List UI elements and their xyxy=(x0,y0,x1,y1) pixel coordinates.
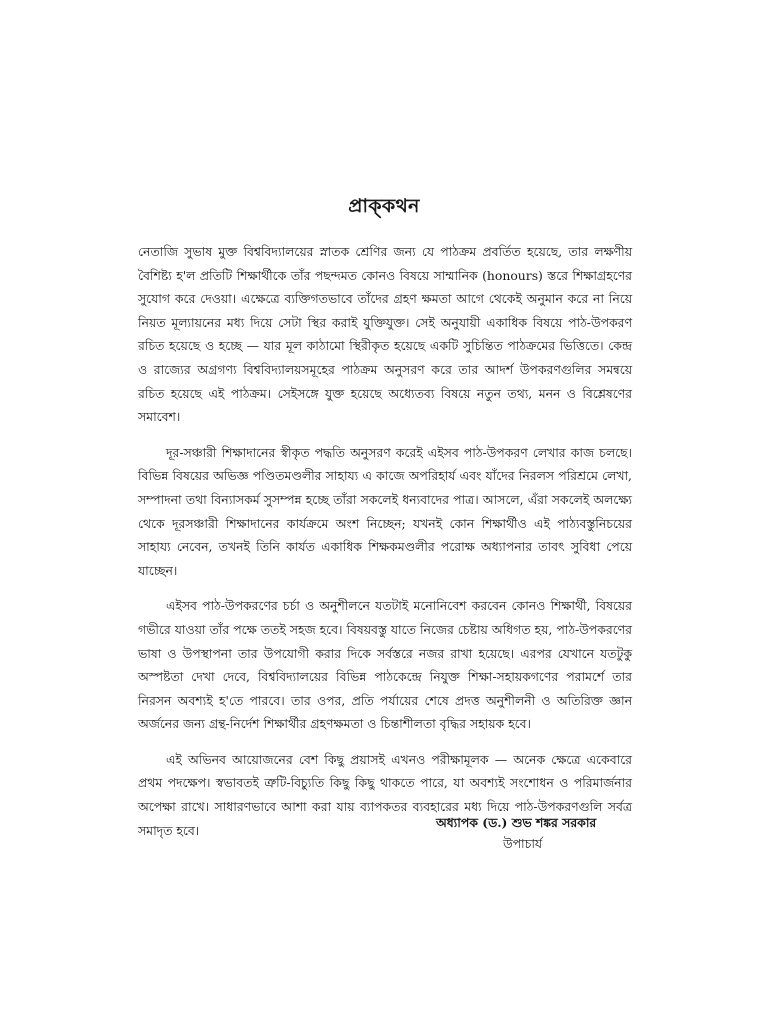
paragraph-3: এইসব পাঠ-উপকরণের চর্চা ও অনুশীলনে যতটাই মনোনিবেশ করবেন কোনও শিক্ষার্থী, বিষয়ের গভীরে যাওয়া তাঁর পক্ষে ততই সহজ হবে। বিষয়বস্তু যাতে নিজের চেষ্টায় অধিগত হয়, পাঠ-উপকরণের ভাষা ও উপস্থাপনা তার উপযোগী করার দিকে সর্বস্তরে নজর রাখা হয়েছে। এরপর যেখানে যতটুকু অস্পষ্টতা দেখা দেবে, বিশ্ববিদ্যালয়ের বিভিন্ন পাঠকেন্দ্রে নিযুক্ত শিক্ষা-সহায়কগণের পরামর্শে তার নিরসন অবশ্যই হ'তে পারবে। তার ওপর, প্রতি পর্যায়ের শেষে প্রদত্ত অনুশীলনী ও অতিরিক্ত জ্ঞান অর্জনের জন্য গ্রন্থ-নির্দেশ শিক্ষার্থীর গ্রহণক্ষমতা ও চিন্তাশীলতা বৃদ্ধির সহায়ক হবে। xyxy=(138,598,632,732)
paragraph-1: নেতাজি সুভাষ মুক্ত বিশ্ববিদ্যালয়ের স্নাতক শ্রেণির জন্য যে পাঠক্রম প্রবর্তিত হয়েছে, তার লক্ষণীয় বৈশিষ্ট্য হ'ল প্রতিটি শিক্ষার্থীকে তাঁর পছন্দমত কোনও বিষয়ে সাম্মানিক (honours) স্তরে শিক্ষাগ্রহণের সুযোগ করে দেওয়া। এক্ষেত্রে ব্যক্তিগতভাবে তাঁদের গ্রহণ ক্ষমতা আগে থেকেই অনুমান করে না নিয়ে নিয়ত মূল্যায়নের মধ্য দিয়ে সেটা স্থির করাই যুক্তিযুক্ত। সেই অনুযায়ী একাধিক বিষয়ে পাঠ-উপকরণ রচিত হয়েছে ও হচ্ছে — যার মূল কাঠামো স্থিরীকৃত হয়েছে একটি সুচিন্তিত পাঠক্রমের ভিত্তিতে। কেন্দ্র ও রাজ্যের অগ্রগণ্য বিশ্ববিদ্যালয়সমূহের পাঠক্রম অনুসরণ করে তার আদর্শ উপকরণগুলির সমন্বয়ে রচিত হয়েছে এই পাঠক্রম। সেইসঙ্গে যুক্ত হয়েছে অধ্যেতব্য বিষয়ে নতুন তথ্য, মনন ও বিশ্লেষণের সমাবেশ। xyxy=(138,244,632,425)
paragraph-2: দূর-সঞ্চারী শিক্ষাদানের স্বীকৃত পদ্ধতি অনুসরণ করেই এইসব পাঠ-উপকরণ লেখার কাজ চলছে। বিভিন্ন বিষয়ের অভিজ্ঞ পণ্ডিতমণ্ডলীর সাহায্য এ কাজে অপরিহার্য এবং যাঁদের নিরলস পরিশ্রমে লেখা, সম্পাদনা তথা বিন্যাসকর্ম সুসম্পন্ন হচ্ছে তাঁরা সকলেই ধন্যবাদের পাত্র। আসলে, এঁরা সকলেই অলক্ষ্যে থেকে দূরসঞ্চারী শিক্ষাদানের কার্যক্রমে অংশ নিচ্ছেন; যখনই কোন শিক্ষার্থীও এই পাঠ্যবস্তুনিচয়ের সাহায্য নেবেন, তখনই তিনি কার্যত একাধিক শিক্ষকমণ্ডলীর পরোক্ষ অধ্যাপনার তাবৎ সুবিধা পেয়ে যাচ্ছেন। xyxy=(138,444,632,578)
signatory-designation: উপাচার্য xyxy=(503,836,543,851)
paragraph-4: এই অভিনব আয়োজনের বেশ কিছু প্রয়াসই এখনও পরীক্ষামূলক — অনেক ক্ষেত্রে একেবারে প্রথম পদক্ষেপ। স্বভাবতই ত্রুটি-বিচ্যুতি কিছু কিছু থাকতে পারে, যা অবশ্যই সংশোধন ও পরিমার্জনার অপেক্ষা রাখে। সাধারণভাবে আশা করা যায় ব্যাপকতর ব্যবহারের মধ্য দিয়ে পাঠ-উপকরণগুলি সর্বত্র সমাদৃত হবে। xyxy=(138,751,632,838)
document-body xyxy=(138,240,632,854)
signatory-name: অধ্যাপক (ড.) শুভ শঙ্কর সরকার xyxy=(436,815,597,830)
page-title: প্রাক্‌কথন xyxy=(348,195,420,217)
